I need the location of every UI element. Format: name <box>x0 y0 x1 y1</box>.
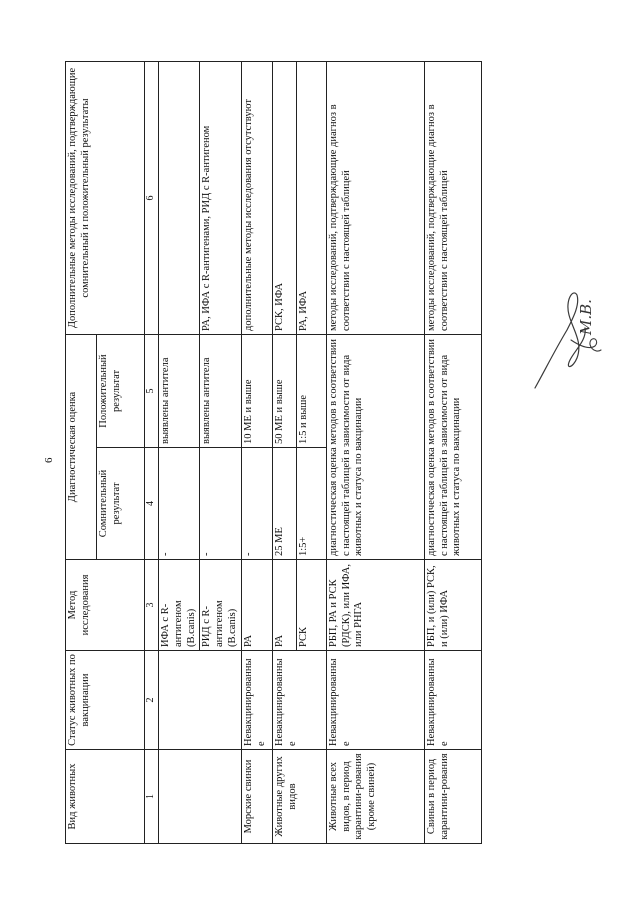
species-cell <box>159 750 242 844</box>
positive-cell: 50 МЕ и выше <box>272 334 296 447</box>
col-number: 2 <box>145 651 159 750</box>
doubtful-cell: - <box>200 448 241 560</box>
col-number: 5 <box>145 334 159 447</box>
col-number: 1 <box>145 750 159 844</box>
species-cell: Свиньи в период карантини-рования <box>424 750 481 844</box>
table-row <box>241 61 272 843</box>
extra-methods-cell: методы исследований, подтверждающие диагноз в соответствии с настоящей таблицей <box>326 61 424 334</box>
table-row <box>159 61 200 843</box>
header-additional-methods: Дополнительные методы исследований, подтверждающие сомнительный и положительный результаты <box>66 61 145 334</box>
doubtful-cell: 1:5+ <box>296 448 326 560</box>
method-cell: РИД с R-антигеном (B.canis) <box>200 560 241 651</box>
positive-cell: 1:5 и выше <box>296 334 326 447</box>
table-row <box>272 61 296 843</box>
method-cell: РБП, и (или) РСК, и (или) ИФА <box>424 560 481 651</box>
extra-methods-cell: РСК, ИФА <box>272 61 296 334</box>
doubtful-cell: - <box>241 448 272 560</box>
table-row <box>326 61 424 843</box>
header-method: Метод исследования <box>66 560 145 651</box>
positive-cell: 10 МЕ и выше <box>241 334 272 447</box>
species-cell: Животные всех видов, в период карантини-рования (кроме свиней) <box>326 750 424 844</box>
col-number: 6 <box>145 61 159 334</box>
header-status: Статус животных по вакцинации <box>66 651 145 750</box>
assessment-cell: диагностическая оценка методов в соответствии с настоящей таблицей в зависимости от вида животных и статуса по вакцинации <box>326 334 424 559</box>
header-positive: Положительный результат <box>97 334 145 447</box>
method-cell: ИФА с R-антигеном (B.canis) <box>159 560 200 651</box>
extra-methods-cell: дополнительные методы исследования отсутствуют <box>241 61 272 334</box>
col-number: 3 <box>145 560 159 651</box>
species-cell: Животные других видов <box>272 750 326 844</box>
doubtful-cell: - <box>159 448 200 560</box>
table-row <box>424 61 481 843</box>
diagnostics-table <box>65 61 482 844</box>
extra-methods-cell: РА, ИФА с R-антигенами, РИД с R-антигеном <box>200 61 241 334</box>
method-cell: РСК <box>296 560 326 651</box>
method-cell: РА <box>272 560 296 651</box>
header-diagnostic-assessment: Диагностическая оценка <box>66 334 97 559</box>
status-cell: Невакцинированные <box>424 651 481 750</box>
column-number-row <box>145 61 159 843</box>
page-number: 6 <box>43 457 55 463</box>
col-number: 4 <box>145 448 159 560</box>
header-species: Вид животных <box>66 750 145 844</box>
doubtful-cell: 25 МЕ <box>272 448 296 560</box>
header-row-1 <box>66 61 97 843</box>
species-cell: Морские свинки <box>241 750 272 844</box>
positive-cell: выявлены антитела <box>200 334 241 447</box>
rotated-table-container <box>65 62 463 844</box>
extra-methods-cell <box>159 61 200 334</box>
method-cell: РБП, РА и РСК (РДСК), или ИФА, или РНГА <box>326 560 424 651</box>
method-cell: РА <box>241 560 272 651</box>
extra-methods-cell: методы исследований, подтверждающие диагноз в соответствии с настоящей таблицей <box>424 61 481 334</box>
status-cell: Невакцинированные <box>272 651 326 750</box>
positive-cell: выявлены антитела <box>159 334 200 447</box>
assessment-cell: диагностическая оценка методов в соответствии с настоящей таблицей в зависимости от вида животных и статуса по вакцинации <box>424 334 481 559</box>
header-doubtful: Сомнительный результат <box>97 448 145 560</box>
status-cell: Невакцинированные <box>326 651 424 750</box>
signature-initials: М.В. <box>577 299 595 335</box>
status-cell <box>159 651 242 750</box>
handwritten-signature <box>525 280 615 395</box>
extra-methods-cell: РА, ИФА <box>296 61 326 334</box>
status-cell: Невакцинированные <box>241 651 272 750</box>
